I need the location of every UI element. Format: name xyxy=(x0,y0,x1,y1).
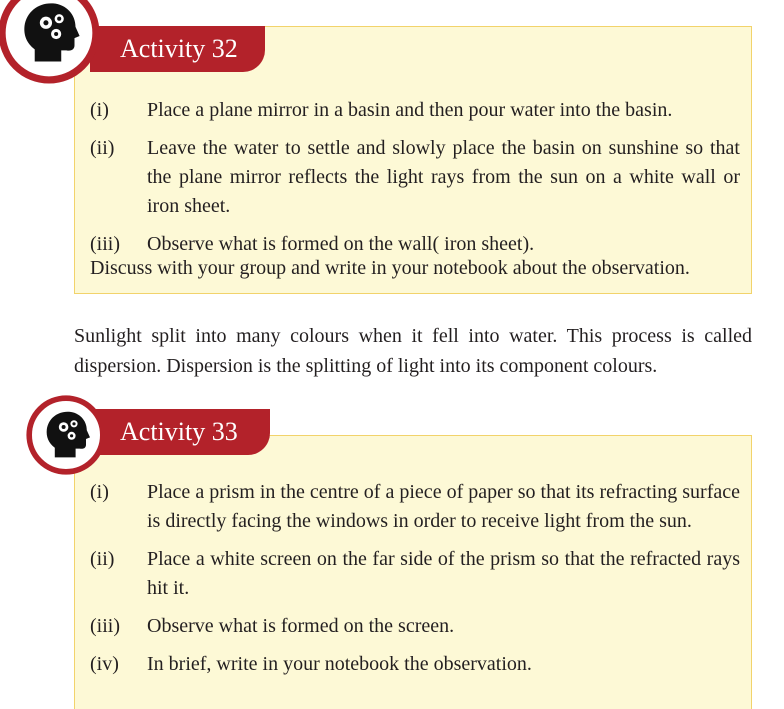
item-number: (iii) xyxy=(90,233,120,255)
list-item xyxy=(90,134,740,221)
head-gears-icon xyxy=(0,0,100,84)
item-text: Observe what is formed on the screen. xyxy=(147,615,455,637)
item-number: (iii) xyxy=(90,615,120,637)
item-number: (ii) xyxy=(90,137,115,159)
list-item xyxy=(90,96,740,125)
list-item xyxy=(90,545,740,603)
item-number: (i) xyxy=(90,99,109,121)
item-number: (i) xyxy=(90,481,109,503)
list-item xyxy=(90,650,740,679)
item-text: Place a prism in the centre of a piece of paper so that its refracting surface is directly facing the windows in order to receive light from the sun. xyxy=(147,481,740,532)
item-text: Place a plane mirror in a basin and then pour water into the basin. xyxy=(147,99,673,121)
list-item xyxy=(90,612,740,641)
activity-title: Activity 32 xyxy=(90,26,265,72)
activity-title: Activity 33 xyxy=(90,409,270,455)
item-number: (iv) xyxy=(90,653,119,675)
item-text: Observe what is formed on the wall( iron sheet). xyxy=(147,233,535,255)
item-number: (ii) xyxy=(90,548,115,570)
item-text: In brief, write in your notebook the observation. xyxy=(147,653,532,675)
item-text: Place a white screen on the far side of the prism so that the refracted rays hit it. xyxy=(147,548,740,599)
item-text: Leave the water to settle and slowly place the basin on sunshine so that the plane mirror reflects the light rays from the sun on a white wall or iron sheet. xyxy=(147,137,740,217)
body-paragraph: Sunlight split into many colours when it fell into water. This process is called dispersion. Dispersion is the splitting of light into its component colours. xyxy=(74,325,752,377)
head-gears-icon xyxy=(26,395,106,475)
list-item xyxy=(90,478,740,536)
activity-list xyxy=(90,96,740,268)
activity-list xyxy=(90,478,740,688)
activity-note: Discuss with your group and write in your notebook about the observation. xyxy=(90,257,690,279)
